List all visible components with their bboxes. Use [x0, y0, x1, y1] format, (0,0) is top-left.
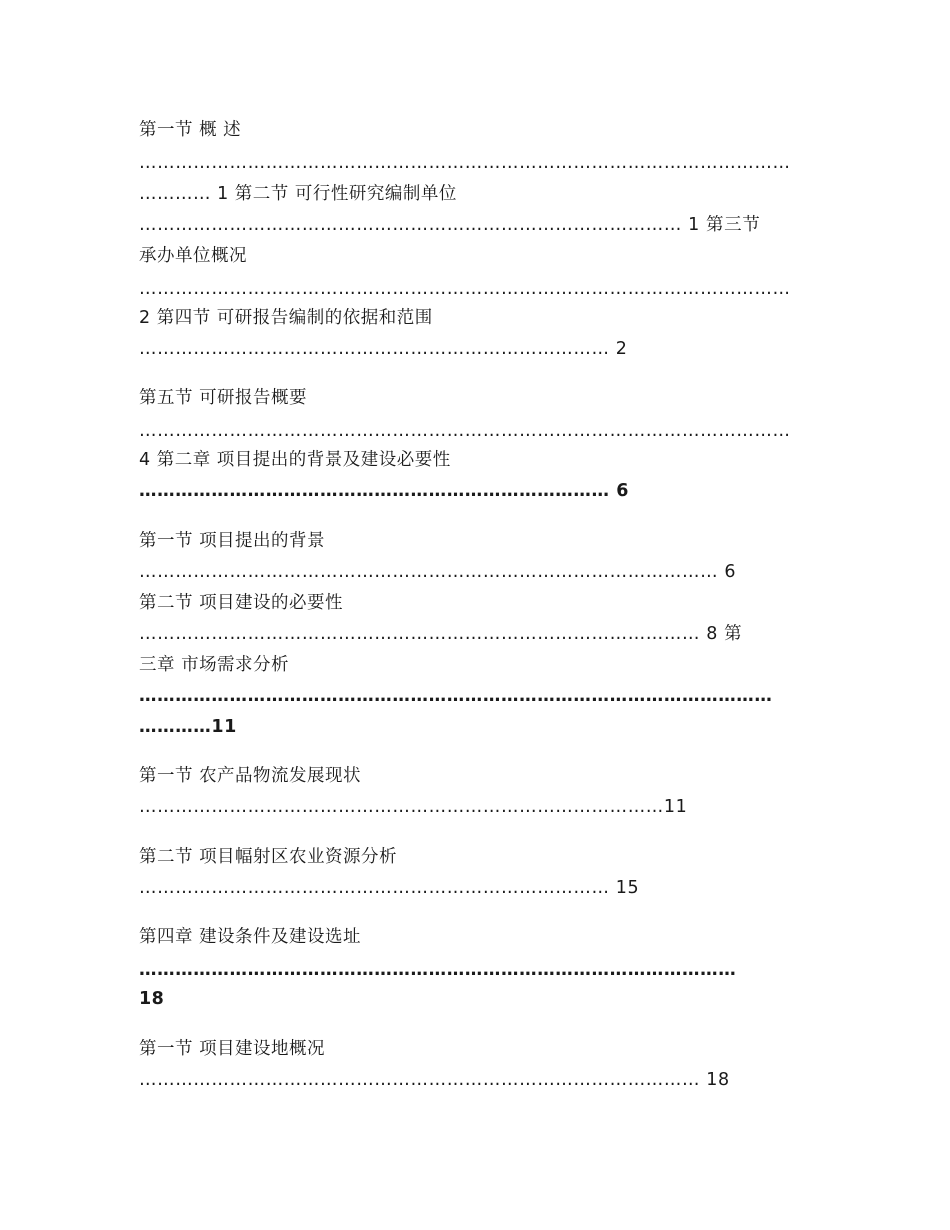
toc-line: …………………………………………………………………… 6 [139, 481, 630, 501]
toc-line: 第二节 项目建设的必要性 [139, 593, 344, 613]
toc-line: ……………………………………………………………………………… 1 第三节 [139, 215, 761, 235]
toc-leader: ……………………………………………………………………………………… [139, 960, 737, 980]
toc-line: …………………………………………………………………… 2 [139, 339, 628, 359]
toc-line: 第一节 概 述 [139, 120, 242, 140]
toc-leader: ……………………………………………………………………………………………… [139, 153, 791, 173]
toc-leader: ……………………………………………………………………………………………… [139, 279, 791, 299]
toc-line: 第一节 项目建设地概况 [139, 1039, 326, 1059]
toc-line: 第二节 项目幅射区农业资源分析 [139, 847, 398, 867]
toc-line: 4 第二章 项目提出的背景及建设必要性 [139, 450, 451, 470]
toc-page-number: 18 [139, 989, 165, 1009]
toc-line: 第四章 建设条件及建设选址 [139, 927, 362, 947]
toc-line: 第一节 项目提出的背景 [139, 531, 326, 551]
toc-line: 第一节 农产品物流发展现状 [139, 766, 362, 786]
toc-leader: …………………………………………………………………………………………… [139, 686, 773, 706]
toc-leader: ……………………………………………………………………………………………… [139, 421, 791, 441]
toc-line: …………………………………………………………………………………… 6 [139, 562, 737, 582]
toc-line: ………… 1 第二节 可行性研究编制单位 [139, 184, 457, 204]
toc-line: 三章 市场需求分析 [139, 655, 290, 675]
toc-line: 第五节 可研报告概要 [139, 388, 308, 408]
toc-line: …………………………………………………………………… 15 [139, 878, 640, 898]
toc-line: 2 第四节 可研报告编制的依据和范围 [139, 308, 433, 328]
toc-line: …………11 [139, 717, 237, 737]
toc-line: ……………………………………………………………………………11 [139, 797, 688, 817]
toc-line: 承办单位概况 [139, 246, 247, 266]
toc-line: ………………………………………………………………………………… 8 第 [139, 624, 743, 644]
toc-line: ………………………………………………………………………………… 18 [139, 1070, 730, 1090]
